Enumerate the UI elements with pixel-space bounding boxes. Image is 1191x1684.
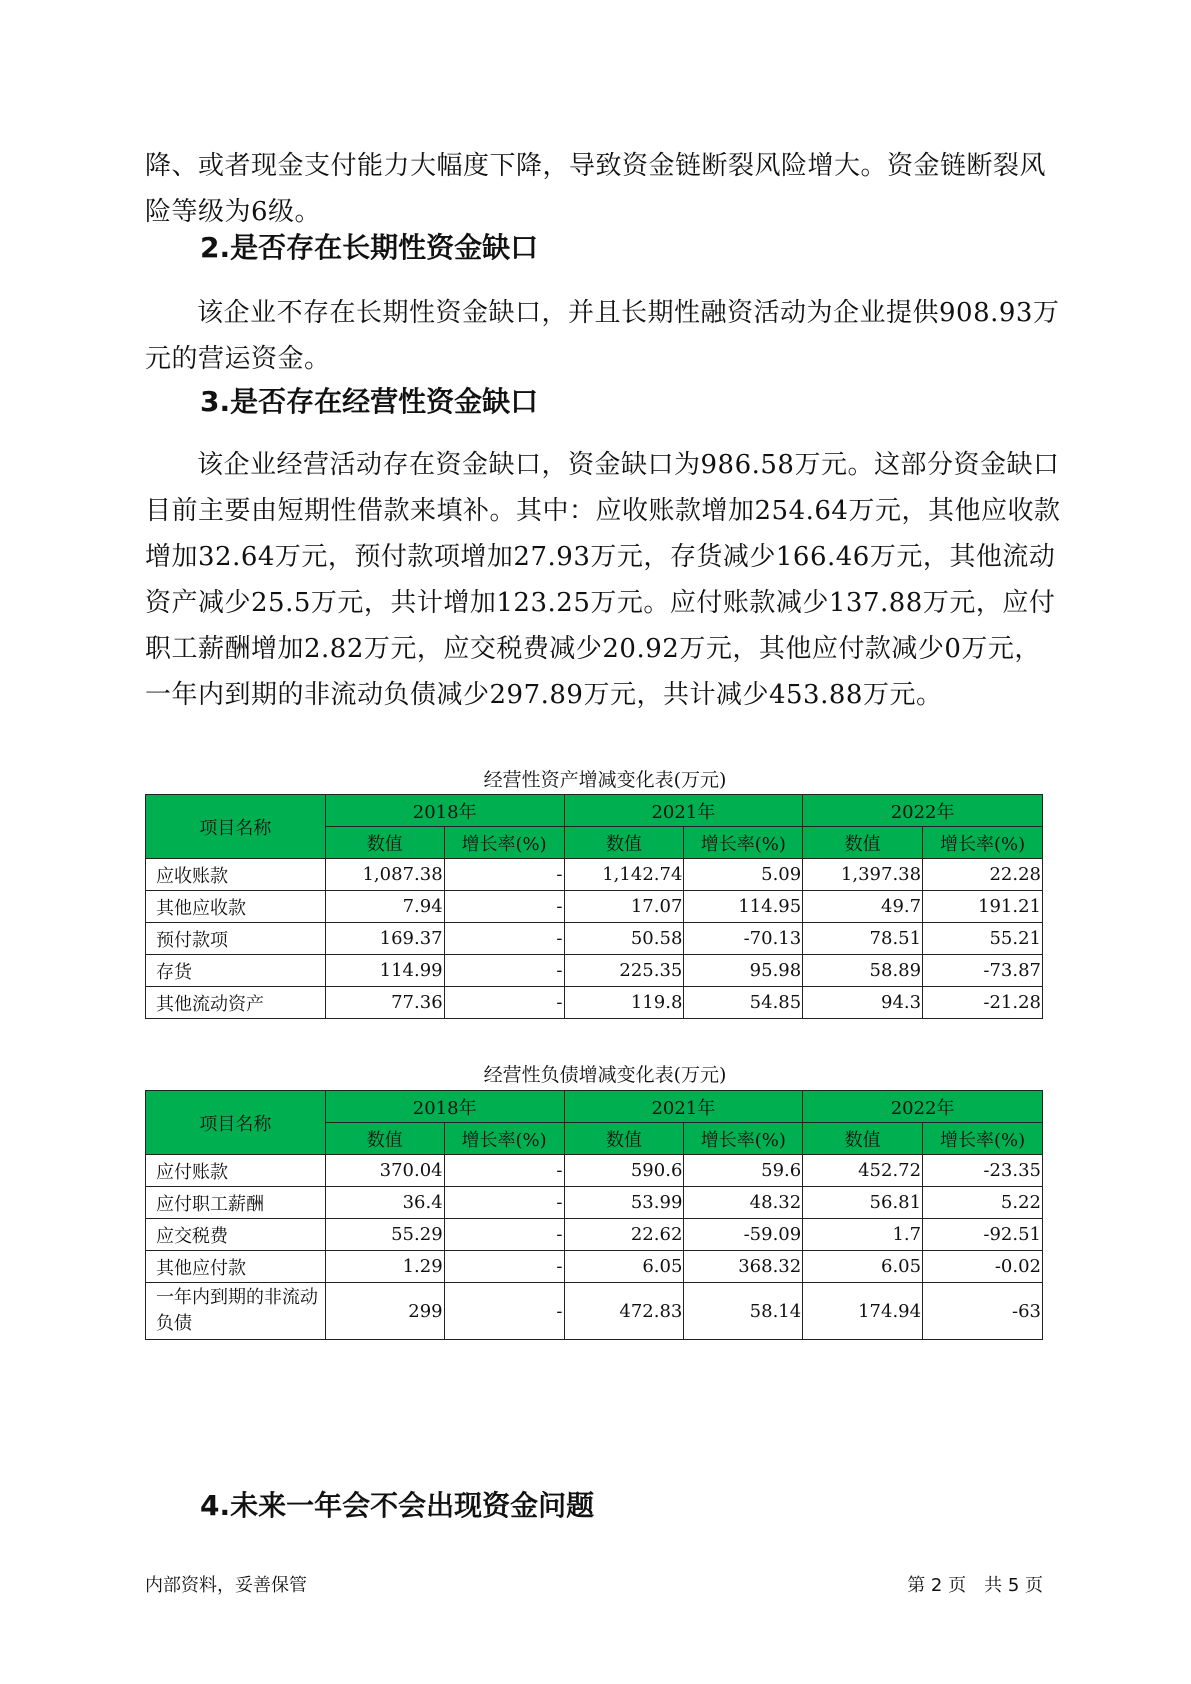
- cell-rate: -92.51: [923, 1219, 1043, 1251]
- cell-rate: 58.14: [684, 1283, 803, 1340]
- cell-value: 58.89: [803, 955, 923, 987]
- cell-value: 1,397.38: [803, 859, 923, 891]
- header-year-2018: 2018年: [325, 795, 564, 827]
- table-row: [146, 1219, 1043, 1251]
- cell-value: 225.35: [564, 955, 684, 987]
- heading-operating-gap: 3.是否存在经营性资金缺口: [200, 385, 539, 418]
- header-growth-rate: 增长率(%): [684, 1123, 803, 1155]
- header-value: 数值: [564, 1123, 684, 1155]
- cell-rate: -70.13: [684, 923, 803, 955]
- cell-rate: -: [444, 1251, 564, 1283]
- header-value: 数值: [564, 827, 684, 859]
- header-growth-rate: 增长率(%): [923, 1123, 1043, 1155]
- header-growth-rate: 增长率(%): [444, 827, 564, 859]
- header-year-2021: 2021年: [564, 795, 803, 827]
- row-name: 预付款项: [146, 923, 326, 955]
- row-name: 存货: [146, 955, 326, 987]
- cell-value: 174.94: [803, 1283, 923, 1340]
- header-value: 数值: [803, 1123, 923, 1155]
- table-row: [146, 859, 1043, 891]
- table-row: [146, 1155, 1043, 1187]
- table-row: [146, 891, 1043, 923]
- cell-rate: 114.95: [684, 891, 803, 923]
- cell-rate: -73.87: [923, 955, 1043, 987]
- cell-rate: -59.09: [684, 1219, 803, 1251]
- operating-assets-table: [145, 794, 1043, 1019]
- cell-value: 53.99: [564, 1187, 684, 1219]
- table-row: [146, 1251, 1043, 1283]
- cell-value: 17.07: [564, 891, 684, 923]
- cell-rate: -: [444, 891, 564, 923]
- cell-value: 1,142.74: [564, 859, 684, 891]
- cell-rate: 191.21: [923, 891, 1043, 923]
- footer-page-number: 第 2 页 共 5 页: [907, 1575, 1043, 1596]
- cell-value: 472.83: [564, 1283, 684, 1340]
- header-year-2022: 2022年: [803, 1091, 1043, 1123]
- cell-rate: 368.32: [684, 1251, 803, 1283]
- cell-rate: -: [444, 987, 564, 1019]
- cell-value: 169.37: [325, 923, 444, 955]
- header-item-name: 项目名称: [146, 1091, 326, 1155]
- cell-value: 1.7: [803, 1219, 923, 1251]
- cell-rate: 95.98: [684, 955, 803, 987]
- cell-value: 1.29: [325, 1251, 444, 1283]
- cell-value: 119.8: [564, 987, 684, 1019]
- operating-liabilities-table: [145, 1090, 1043, 1340]
- row-name: 应付账款: [146, 1155, 326, 1187]
- row-name: 应交税费: [146, 1219, 326, 1251]
- cell-rate: 5.09: [684, 859, 803, 891]
- cell-rate: 55.21: [923, 923, 1043, 955]
- row-name: 应付职工薪酬: [146, 1187, 326, 1219]
- cell-rate: -23.35: [923, 1155, 1043, 1187]
- cell-rate: -: [444, 859, 564, 891]
- cell-rate: 5.22: [923, 1187, 1043, 1219]
- cell-value: 50.58: [564, 923, 684, 955]
- cell-value: 55.29: [325, 1219, 444, 1251]
- header-item-name: 项目名称: [146, 795, 326, 859]
- cell-rate: -: [444, 1187, 564, 1219]
- row-name: 应收账款: [146, 859, 326, 891]
- cell-value: 77.36: [325, 987, 444, 1019]
- header-growth-rate: 增长率(%): [923, 827, 1043, 859]
- row-name: 其他应付款: [146, 1251, 326, 1283]
- cell-value: 22.62: [564, 1219, 684, 1251]
- header-growth-rate: 增长率(%): [684, 827, 803, 859]
- table-row: [146, 1187, 1043, 1219]
- cell-value: 49.7: [803, 891, 923, 923]
- cell-rate: -63: [923, 1283, 1043, 1340]
- heading-future-funding: 4.未来一年会不会出现资金问题: [200, 1489, 595, 1522]
- cell-value: 56.81: [803, 1187, 923, 1219]
- cell-rate: -: [444, 923, 564, 955]
- cell-value: 36.4: [325, 1187, 444, 1219]
- cell-rate: -: [444, 1155, 564, 1187]
- cell-value: 78.51: [803, 923, 923, 955]
- cell-rate: 54.85: [684, 987, 803, 1019]
- table-row: [146, 955, 1043, 987]
- paragraph-risk-conclusion: 降、或者现金支付能力大幅度下降，导致资金链断裂风险增大。资金链断裂风险等级为6级。: [145, 151, 1047, 227]
- heading-long-term-gap: 2.是否存在长期性资金缺口: [200, 231, 539, 264]
- header-year-2021: 2021年: [564, 1091, 803, 1123]
- cell-rate: -: [444, 955, 564, 987]
- cell-value: 114.99: [325, 955, 444, 987]
- cell-rate: 59.6: [684, 1155, 803, 1187]
- cell-value: 6.05: [564, 1251, 684, 1283]
- cell-value: 7.94: [325, 891, 444, 923]
- paragraph-long-term-gap: 该企业不存在长期性资金缺口，并且长期性融资活动为企业提供908.93万元的营运资金。: [145, 298, 1060, 374]
- cell-rate: -21.28: [923, 987, 1043, 1019]
- table-caption-assets: 经营性资产增减变化表(万元): [483, 769, 727, 791]
- header-value: 数值: [325, 1123, 444, 1155]
- row-name: 其他应收款: [146, 891, 326, 923]
- table-caption-liabilities: 经营性负债增减变化表(万元): [483, 1064, 727, 1086]
- header-growth-rate: 增长率(%): [444, 1123, 564, 1155]
- cell-rate: -: [444, 1219, 564, 1251]
- cell-value: 452.72: [803, 1155, 923, 1187]
- table-row: [146, 987, 1043, 1019]
- header-year-2018: 2018年: [325, 1091, 564, 1123]
- header-value: 数值: [803, 827, 923, 859]
- header-year-2022: 2022年: [803, 795, 1043, 827]
- cell-value: 6.05: [803, 1251, 923, 1283]
- cell-rate: -0.02: [923, 1251, 1043, 1283]
- table-row: [146, 1283, 1043, 1340]
- cell-value: 94.3: [803, 987, 923, 1019]
- paragraph-operating-gap: 该企业经营活动存在资金缺口，资金缺口为986.58万元。这部分资金缺口目前主要由短期性借款来填补。其中：应收账款增加254.64万元，其他应收款增加32.64万元，预付款项增加27.93万元，存货减少166.46万元，其他流动资产减少25.5万元，共计增加123.25万元。应付账款减少137.88万元，应付职工薪酬增加2.82万元，应交税费减少20.92万元，其他应付款减少0万元，一年内到期的非流动负债减少297.89万元，共计减少453.88万元。: [145, 450, 1061, 710]
- cell-rate: 48.32: [684, 1187, 803, 1219]
- cell-value: 299: [325, 1283, 444, 1340]
- cell-rate: 22.28: [923, 859, 1043, 891]
- cell-value: 590.6: [564, 1155, 684, 1187]
- row-name: 其他流动资产: [146, 987, 326, 1019]
- footer-confidential-note: 内部资料，妥善保管: [145, 1575, 307, 1596]
- cell-value: 1,087.38: [325, 859, 444, 891]
- table-row: [146, 923, 1043, 955]
- cell-value: 370.04: [325, 1155, 444, 1187]
- header-value: 数值: [325, 827, 444, 859]
- row-name: 一年内到期的非流动负债: [146, 1283, 326, 1340]
- cell-rate: -: [444, 1283, 564, 1340]
